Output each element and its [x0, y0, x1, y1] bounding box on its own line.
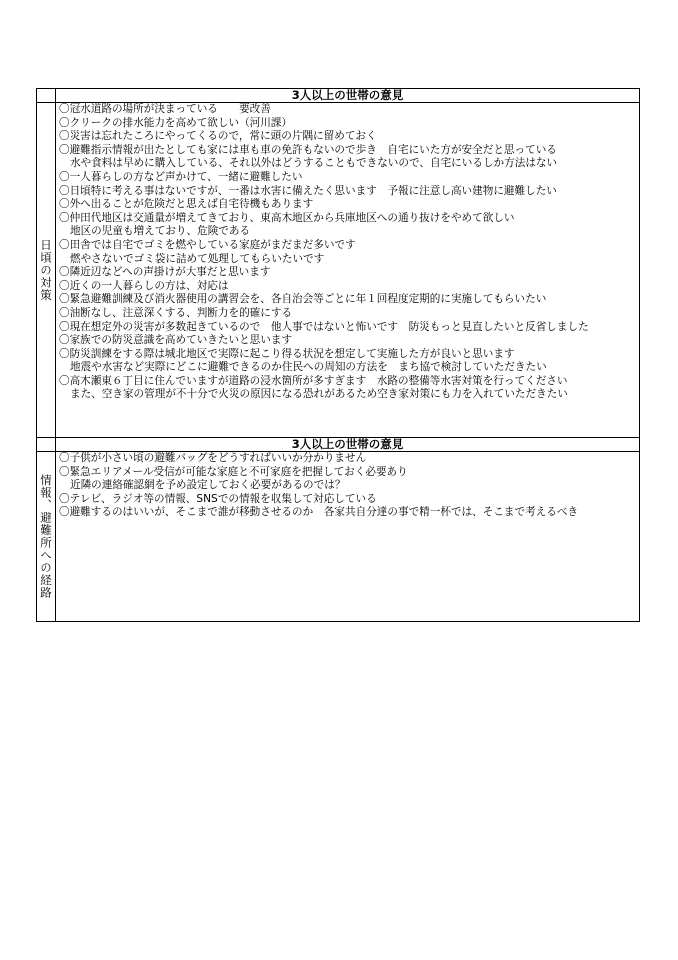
section-2-opinion-list: [56, 452, 639, 520]
section-2-body: [56, 452, 640, 622]
opinion-line-continuation: 地区の児童も増えており、危険である: [70, 225, 251, 238]
opinion-line: 〇高木瀬東６丁目に住んでいますが道路の浸水箇所が多すぎます 水路の整備等水害対策を行ってください: [59, 374, 568, 387]
section-2-body-row: [37, 452, 640, 622]
opinion-line: 〇避難するのはいいが、そこまで誰が移動させるのか 各家共自分達の事で精一杯では、そこまで考えるべき: [59, 506, 579, 519]
opinion-line: 〇クリークの排水能力を高めて欲しい（河川課）: [59, 116, 293, 129]
opinion-line: 〇家族での防災意識を高めていきたいと思います: [59, 334, 293, 347]
section-1-label-cell: [37, 103, 56, 438]
survey-sheet: [36, 88, 640, 622]
opinion-line: 〇油断なし、注意深くする、判断力を的確にする: [59, 306, 293, 319]
opinion-line-continuation: 地震や水害など実際にどこに避難できるのか住民への周知の方法を まち協で検討していただきたい: [70, 361, 547, 374]
opinion-line: 〇テレビ、ラジオ等の情報、SNSでの情報を収集して対応している: [59, 492, 377, 505]
opinion-line: 〇避難指示情報が出たとしても家には車も車の免許もないので歩き 自宅にいた方が安全だと思っている: [59, 143, 557, 156]
opinion-table: [36, 88, 640, 622]
opinion-line: 〇一人暮らしの方など声かけて、一緒に避難したい: [59, 170, 303, 183]
section-1-body: [56, 103, 640, 438]
opinion-line: 〇災害は忘れたころにやってくるので，常に頭の片隅に留めておく: [59, 130, 377, 143]
opinion-line: 〇日頃特に考える事はないですが、一番は水害に備えたく思います 予報に注意し高い建物に避難したい: [59, 184, 557, 197]
opinion-line: 〇冠水道路の場所が決まっている 要改善: [59, 103, 271, 115]
opinion-line: 〇子供が小さい頃の避難バッグをどうすればいいか分かりません: [59, 452, 367, 464]
opinion-line: 〇近くの一人暮らしの方は、対応は: [59, 279, 229, 292]
section-1-header: 3人以上の世帯の意見: [56, 89, 640, 103]
opinion-line: 〇現在想定外の災害が多数起きているので 他人事ではないと怖いです 防災もっと見直したいと反省しました: [59, 320, 589, 333]
opinion-line: 〇隣近辺などへの声掛けが大事だと思います: [59, 266, 271, 279]
section-2-label: 情報、避難所への経路: [39, 474, 53, 599]
opinion-line-continuation: 燃やさないでゴミ袋に詰めて処理してもらいたいです: [70, 252, 325, 265]
opinion-line: 〇緊急エリアメール受信が可能な家庭と不可家庭を把握しておく必要あり: [59, 465, 408, 478]
section-2-label-cell: [37, 452, 56, 622]
section-1-header-corner: [37, 89, 56, 103]
opinion-line: 〇防災訓練をする際は城北地区で実際に起こり得る状況を想定して実施した方が良いと思います: [59, 347, 515, 360]
section-1-header-row: [37, 89, 640, 103]
opinion-line-continuation: 近隣の連絡確認網を予め設定しておく必要があるのでは？: [70, 479, 346, 492]
opinion-line: 〇外へ出ることが危険だと思えば自宅待機もあります: [59, 198, 314, 211]
section-1-label: 日頃の対策: [39, 238, 53, 302]
opinion-line: 〇緊急避難訓練及び消火器使用の講習会を、各自治会等ごとに年１回程度定期的に実施してもらいたい: [59, 293, 547, 306]
opinion-line: 〇仲田代地区は交通量が増えてきており、東高木地区から兵庫地区への通り抜けをやめて欲しい: [59, 211, 515, 224]
opinion-line-continuation: また、空き家の管理が不十分で火災の原因になる恐れがあるため空き家対策にも力を入れていただきたい: [70, 388, 568, 401]
section-2-header-corner: [37, 438, 56, 452]
opinion-line-continuation: 水や食料は早めに購入している、それ以外はどうすることもできないので、自宅にいるしか方法はない: [70, 157, 558, 170]
section-2-header-row: [37, 438, 640, 452]
section-1-opinion-list: [56, 103, 639, 402]
opinion-line: 〇田舎では自宅でゴミを燃やしている家庭がまだまだ多いです: [59, 238, 356, 251]
section-2-header: 3人以上の世帯の意見: [56, 438, 640, 452]
section-1-body-row: [37, 103, 640, 438]
